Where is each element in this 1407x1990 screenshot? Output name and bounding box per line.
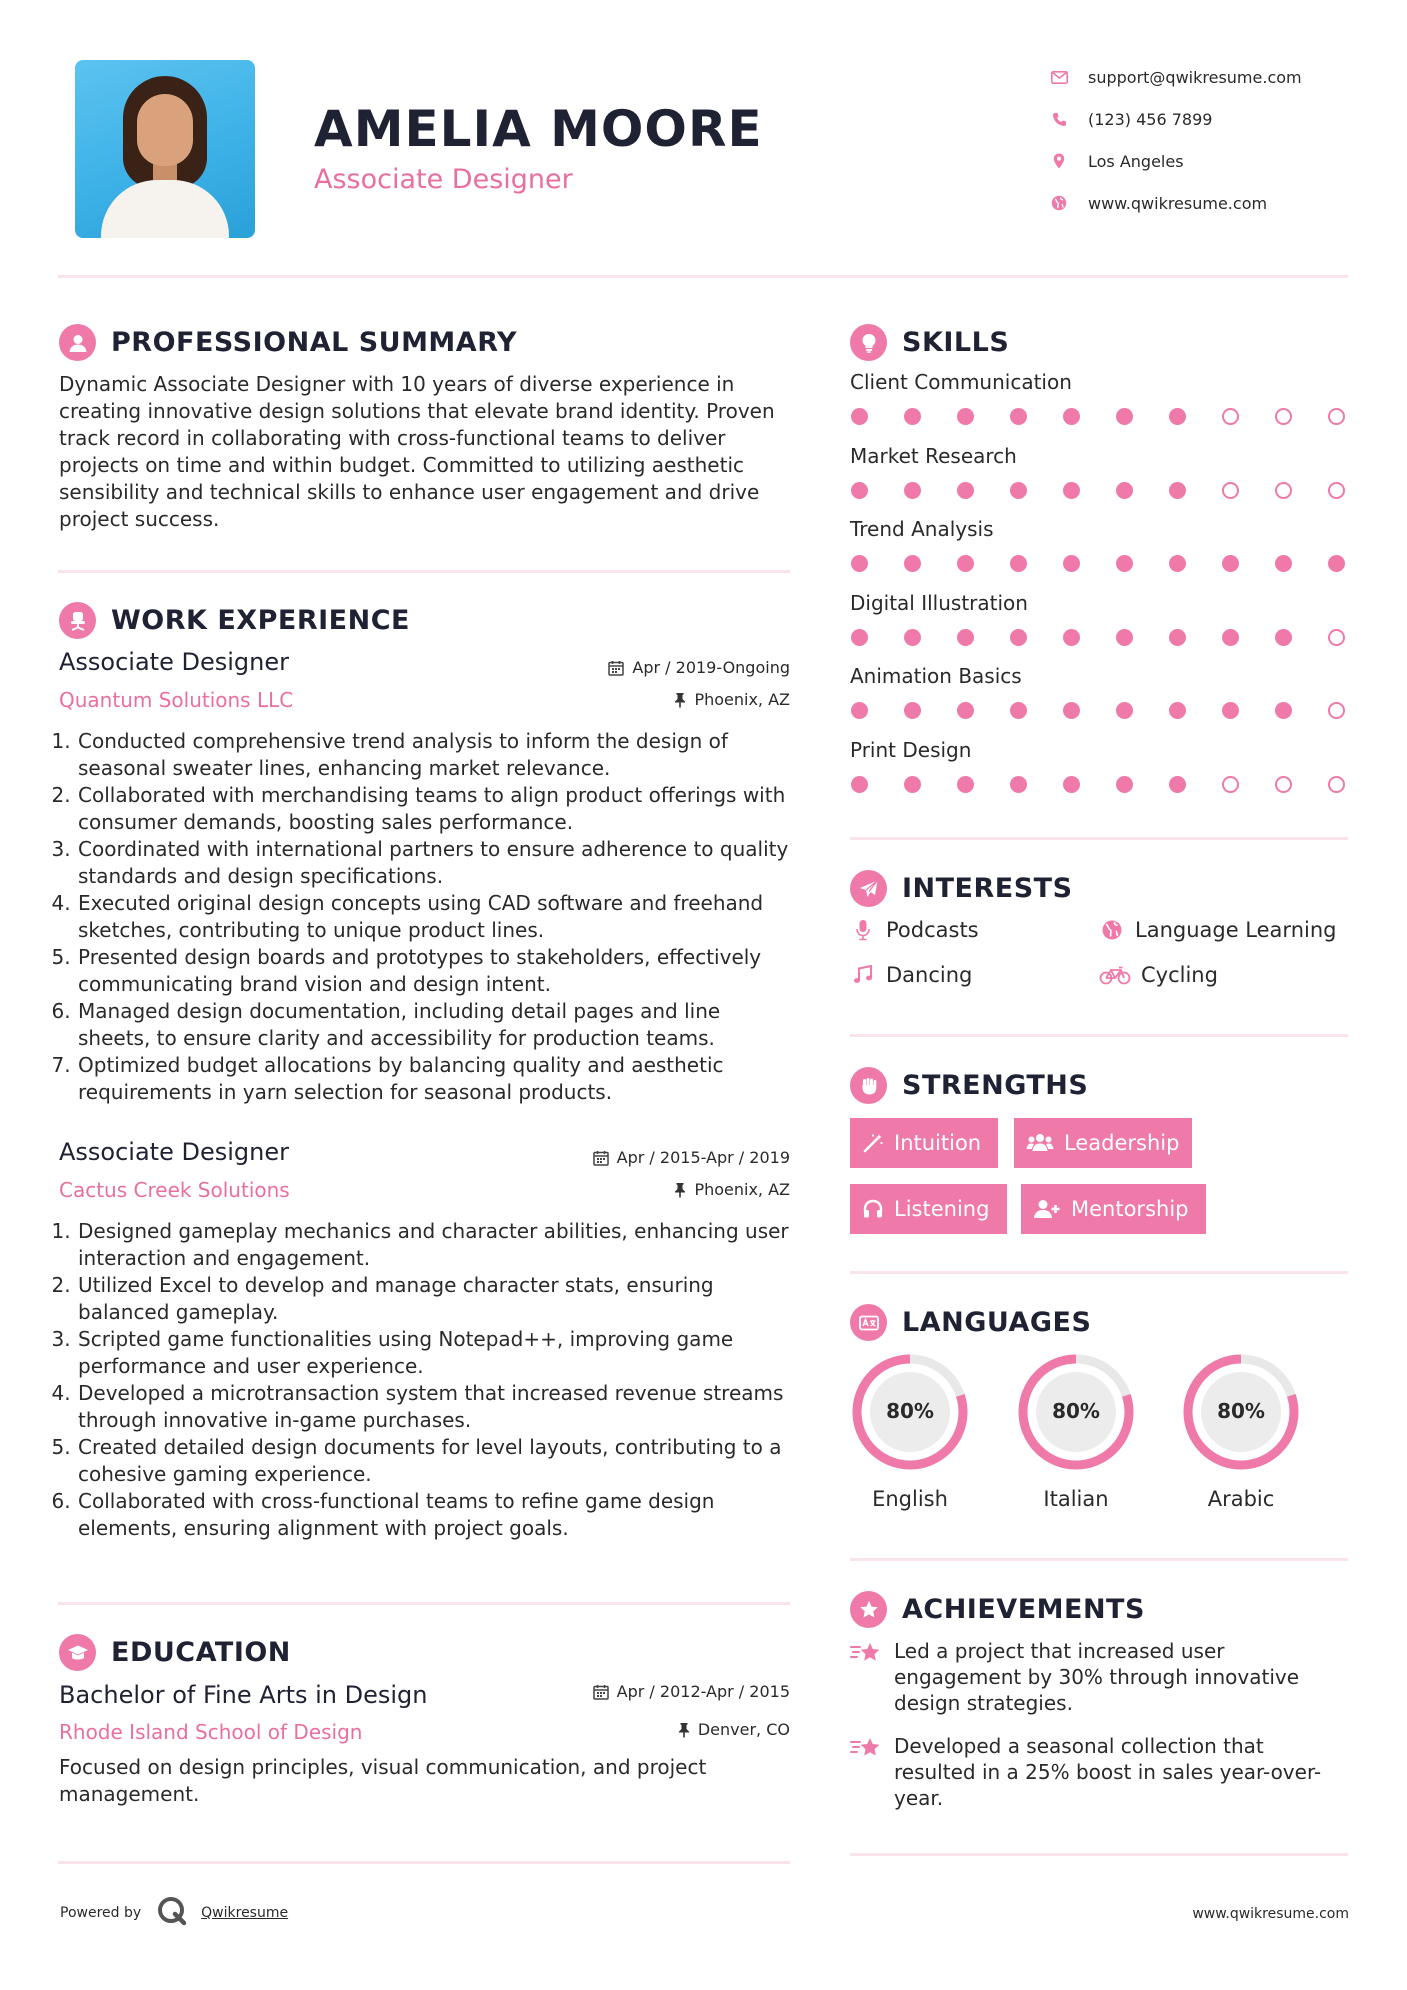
contact-website-text: www.qwikresume.com — [1088, 193, 1268, 213]
rating-dot-filled — [1275, 629, 1292, 646]
achievement-text: Led a project that increased user engagement by 30% through innovative design strategies. — [894, 1639, 1300, 1715]
envelope-icon — [1050, 68, 1068, 86]
language-name: Arabic — [1207, 1487, 1275, 1511]
contact-phone-text: (123) 456 7899 — [1088, 109, 1213, 129]
rating-dot-filled — [957, 702, 974, 719]
candidate-name: AMELIA MOORE — [314, 100, 763, 158]
list-item: 6. Collaborated with cross-functional teams to refine game design elements, ensuring alignment with project goals. — [77, 1488, 794, 1542]
skills-heading — [850, 324, 1009, 361]
education-school: Rhode Island School of Design — [59, 1720, 363, 1744]
experience-divider — [58, 1602, 790, 1605]
skills-divider — [850, 837, 1348, 840]
rating-dot-filled — [1116, 776, 1133, 793]
languages-divider — [850, 1558, 1348, 1561]
skill-name: Market Research — [850, 443, 1017, 468]
rating-dot-filled — [957, 776, 974, 793]
rating-dot-filled — [904, 702, 921, 719]
language-percent: 80% — [886, 1399, 934, 1423]
interest-label: Podcasts — [886, 918, 979, 942]
skill-rating — [851, 776, 1345, 793]
profile-photo — [75, 60, 255, 238]
education-location — [500, 1720, 790, 1739]
star-badge-icon — [850, 1591, 887, 1628]
job-1-location — [500, 690, 790, 709]
language-percent: 80% — [1217, 1399, 1265, 1423]
music-note-icon — [850, 965, 876, 985]
experience-title: WORK EXPERIENCE — [111, 605, 410, 636]
header-divider — [58, 275, 1348, 278]
rating-dot-filled — [1169, 408, 1186, 425]
fist-icon — [850, 1067, 887, 1104]
rating-dot-filled — [1169, 482, 1186, 499]
education-title: EDUCATION — [111, 1637, 291, 1668]
job-1-dates-text: Apr / 2019-Ongoing — [632, 658, 790, 677]
office-chair-icon — [59, 602, 96, 639]
list-item: 1. Conducted comprehensive trend analysis to inform the design of seasonal sweater lines, enhancing market relevance. — [77, 728, 794, 782]
rating-dot-filled — [1063, 408, 1080, 425]
strengths-title: STRENGTHS — [902, 1070, 1089, 1101]
interests-title: INTERESTS — [902, 873, 1073, 904]
education-dates — [500, 1682, 790, 1701]
rating-dot-filled — [904, 482, 921, 499]
interest-podcasts — [850, 918, 979, 942]
list-item: 2. Utilized Excel to develop and manage character stats, ensuring balanced gameplay. — [77, 1272, 794, 1326]
skill-name: Print Design — [850, 737, 972, 762]
paper-plane-icon — [850, 870, 887, 907]
user-icon — [59, 324, 96, 361]
rating-dot-filled — [851, 482, 868, 499]
rating-dot-filled — [1169, 776, 1186, 793]
language-name: English — [872, 1487, 948, 1511]
rating-dot-filled — [1063, 482, 1080, 499]
footer-powered-by — [60, 1896, 288, 1930]
rating-dot-empty — [1328, 776, 1345, 793]
education-heading — [59, 1634, 291, 1671]
rating-dot-filled — [851, 629, 868, 646]
rating-dot-filled — [904, 776, 921, 793]
skill-rating — [851, 555, 1345, 572]
job-2-title: Associate Designer — [59, 1138, 289, 1166]
rating-dot-filled — [851, 776, 868, 793]
list-item: 4. Developed a microtransaction system that increased revenue streams through innovative in-game purchases. — [77, 1380, 794, 1434]
globe-icon — [1050, 194, 1068, 212]
contact-phone[interactable] — [1050, 98, 1302, 140]
summary-divider — [58, 570, 790, 573]
job-2-dates — [500, 1148, 790, 1167]
interest-label: Dancing — [886, 963, 973, 987]
pushpin-icon — [678, 1722, 690, 1738]
achievements-title: ACHIEVEMENTS — [902, 1594, 1145, 1625]
languages-heading — [850, 1304, 1091, 1341]
contact-location — [1050, 140, 1302, 182]
rating-dot-filled — [1222, 629, 1239, 646]
strength-label: Listening — [894, 1197, 990, 1221]
strength-label: Leadership — [1064, 1131, 1180, 1155]
strength-label: Mentorship — [1071, 1197, 1189, 1221]
job-2-company: Cactus Creek Solutions — [59, 1178, 290, 1202]
graduation-cap-icon — [59, 1634, 96, 1671]
headphones-icon — [862, 1198, 884, 1220]
skill-name: Animation Basics — [850, 664, 1022, 688]
job-1-bullets — [59, 728, 794, 1106]
skill-rating — [851, 482, 1345, 499]
rating-dot-filled — [957, 482, 974, 499]
rating-dot-empty — [1328, 482, 1345, 499]
rating-dot-empty — [1275, 482, 1292, 499]
qwikresume-link[interactable]: Qwikresume — [201, 1905, 289, 1921]
interests-heading — [850, 870, 1073, 907]
job-1-company: Quantum Solutions LLC — [59, 688, 294, 712]
strength-tag-mentorship — [1021, 1184, 1206, 1234]
list-item: 2. Collaborated with merchandising teams to align product offerings with consumer demands, boosting sales performance. — [77, 782, 794, 836]
job-1-dates — [500, 658, 790, 677]
rating-dot-filled — [904, 408, 921, 425]
calendar-icon — [593, 1684, 609, 1700]
achievements-divider — [850, 1853, 1348, 1856]
rating-dot-empty — [1275, 408, 1292, 425]
education-divider — [58, 1861, 790, 1864]
rating-dot-filled — [1010, 776, 1027, 793]
skill-rating — [851, 702, 1345, 719]
skill-rating — [851, 408, 1345, 425]
rating-dot-empty — [1222, 482, 1239, 499]
shooting-star-icon — [850, 1733, 882, 1811]
rating-dot-filled — [1222, 555, 1239, 572]
rating-dot-filled — [1169, 702, 1186, 719]
rating-dot-filled — [1010, 408, 1027, 425]
rating-dot-empty — [1328, 702, 1345, 719]
interest-label: Language Learning — [1135, 918, 1337, 942]
strengths-heading — [850, 1067, 1088, 1104]
rating-dot-filled — [1222, 702, 1239, 719]
list-item: 3. Coordinated with international partners to ensure adherence to quality standards and design specifications. — [77, 836, 794, 890]
experience-heading — [59, 602, 410, 639]
rating-dot-filled — [1063, 629, 1080, 646]
rating-dot-filled — [1010, 482, 1027, 499]
education-description: Focused on design principles, visual communication, and project management. — [59, 1755, 707, 1806]
summary-title: PROFESSIONAL SUMMARY — [111, 327, 518, 358]
job-1-location-text: Phoenix, AZ — [694, 690, 790, 709]
rating-dot-filled — [1063, 555, 1080, 572]
language-name: Italian — [1043, 1487, 1109, 1511]
strengths-divider — [850, 1271, 1348, 1274]
interest-cycling — [1099, 963, 1218, 987]
user-plus-icon — [1033, 1198, 1061, 1220]
rating-dot-filled — [1116, 482, 1133, 499]
list-item: 1. Designed gameplay mechanics and character abilities, enhancing user interaction and engagement. — [77, 1218, 794, 1272]
calendar-icon — [608, 660, 624, 676]
list-item: 6. Managed design documentation, including detail pages and line sheets, to ensure clarity and accessibility for production teams. — [77, 998, 794, 1052]
rating-dot-filled — [1010, 555, 1027, 572]
microphone-icon — [850, 919, 876, 941]
achievement-item — [850, 1733, 1330, 1811]
rating-dot-filled — [1116, 408, 1133, 425]
achievement-text: Developed a seasonal collection that resulted in a 25% boost in sales year-over-year. — [894, 1734, 1322, 1810]
powered-by-text: Powered by — [60, 1905, 142, 1921]
job-2-location-text: Phoenix, AZ — [694, 1180, 790, 1199]
strength-tag-intuition — [850, 1118, 998, 1168]
job-1-title: Associate Designer — [59, 648, 289, 676]
rating-dot-empty — [1328, 629, 1345, 646]
pushpin-icon — [674, 1182, 686, 1198]
rating-dot-filled — [957, 629, 974, 646]
rating-dot-empty — [1275, 776, 1292, 793]
rating-dot-filled — [1328, 555, 1345, 572]
achievements-heading — [850, 1591, 1145, 1628]
languages-title: LANGUAGES — [902, 1307, 1092, 1338]
magic-wand-icon — [862, 1132, 884, 1154]
education-degree: Bachelor of Fine Arts in Design — [59, 1681, 428, 1709]
language-percent: 80% — [1052, 1399, 1100, 1423]
summary-text: Dynamic Associate Designer with 10 years of diverse experience in creating innovative design solutions that elevate brand identity. Proven track record in collaborating with cross-functional teams to deliver projects on time and within budget. Committed to utilizing aesthetic sensibility and technical skills to enhance user engagement and drive project success. — [59, 372, 775, 531]
contact-email[interactable] — [1050, 56, 1302, 98]
calendar-icon — [593, 1150, 609, 1166]
interests-divider — [850, 1034, 1348, 1037]
rating-dot-filled — [1169, 629, 1186, 646]
rating-dot-filled — [1116, 555, 1133, 572]
skill-name: Client Communication — [850, 370, 1072, 394]
contact-list — [1050, 56, 1302, 224]
interest-label: Cycling — [1141, 963, 1218, 987]
rating-dot-filled — [1063, 702, 1080, 719]
strength-tag-leadership — [1014, 1118, 1192, 1168]
contact-email-text: support@qwikresume.com — [1088, 67, 1302, 87]
skill-name: Trend Analysis — [850, 517, 994, 541]
job-2-bullets — [59, 1218, 794, 1542]
rating-dot-filled — [1116, 702, 1133, 719]
rating-dot-filled — [1275, 702, 1292, 719]
summary-heading — [59, 324, 517, 361]
rating-dot-filled — [957, 555, 974, 572]
skill-name: Digital Illustration — [850, 590, 1028, 615]
phone-icon — [1050, 110, 1068, 128]
list-item: 5. Created detailed design documents for level layouts, contributing to a cohesive gaming experience. — [77, 1434, 794, 1488]
interest-language-learning — [1099, 918, 1336, 942]
pushpin-icon — [674, 692, 686, 708]
interest-dancing — [850, 963, 972, 987]
qwikresume-logo-icon — [157, 1896, 187, 1930]
strength-tag-listening — [850, 1184, 1007, 1234]
achievement-item — [850, 1638, 1330, 1716]
job-2-location — [500, 1180, 790, 1199]
list-item: 4. Executed original design concepts using CAD software and freehand sketches, contributing to unique product lines. — [77, 890, 794, 944]
rating-dot-filled — [851, 555, 868, 572]
rating-dot-filled — [851, 702, 868, 719]
map-pin-icon — [1050, 152, 1068, 170]
rating-dot-filled — [904, 555, 921, 572]
bicycle-icon — [1099, 965, 1131, 985]
list-item: 7. Optimized budget allocations by balancing quality and aesthetic requirements in yarn selection for seasonal products. — [77, 1052, 794, 1106]
rating-dot-filled — [957, 408, 974, 425]
shooting-star-icon — [850, 1638, 882, 1716]
rating-dot-empty — [1222, 408, 1239, 425]
education-dates-text: Apr / 2012-Apr / 2015 — [616, 1682, 790, 1701]
rating-dot-empty — [1328, 408, 1345, 425]
translate-icon — [850, 1304, 887, 1341]
users-icon — [1026, 1132, 1054, 1154]
education-location-text: Denver, CO — [697, 1720, 790, 1739]
list-item: 5. Presented design boards and prototypes to stakeholders, effectively communicating brand vision and design intent. — [77, 944, 794, 998]
rating-dot-filled — [851, 408, 868, 425]
skills-title: SKILLS — [902, 327, 1010, 358]
contact-website[interactable] — [1050, 182, 1302, 224]
footer-website[interactable]: www.qwikresume.com — [1192, 1906, 1349, 1922]
skill-rating — [851, 629, 1345, 646]
rating-dot-filled — [904, 629, 921, 646]
rating-dot-empty — [1222, 776, 1239, 793]
list-item: 3. Scripted game functionalities using Notepad++, improving game performance and user experience. — [77, 1326, 794, 1380]
strength-label: Intuition — [894, 1131, 982, 1155]
candidate-title: Associate Designer — [314, 164, 573, 195]
job-2-dates-text: Apr / 2015-Apr / 2019 — [616, 1148, 790, 1167]
rating-dot-filled — [1275, 555, 1292, 572]
rating-dot-filled — [1116, 629, 1133, 646]
rating-dot-filled — [1010, 702, 1027, 719]
rating-dot-filled — [1063, 776, 1080, 793]
rating-dot-filled — [1169, 555, 1186, 572]
rating-dot-filled — [1010, 629, 1027, 646]
globe-icon — [1099, 919, 1125, 941]
contact-location-text: Los Angeles — [1088, 151, 1184, 171]
lightbulb-icon — [850, 324, 887, 361]
